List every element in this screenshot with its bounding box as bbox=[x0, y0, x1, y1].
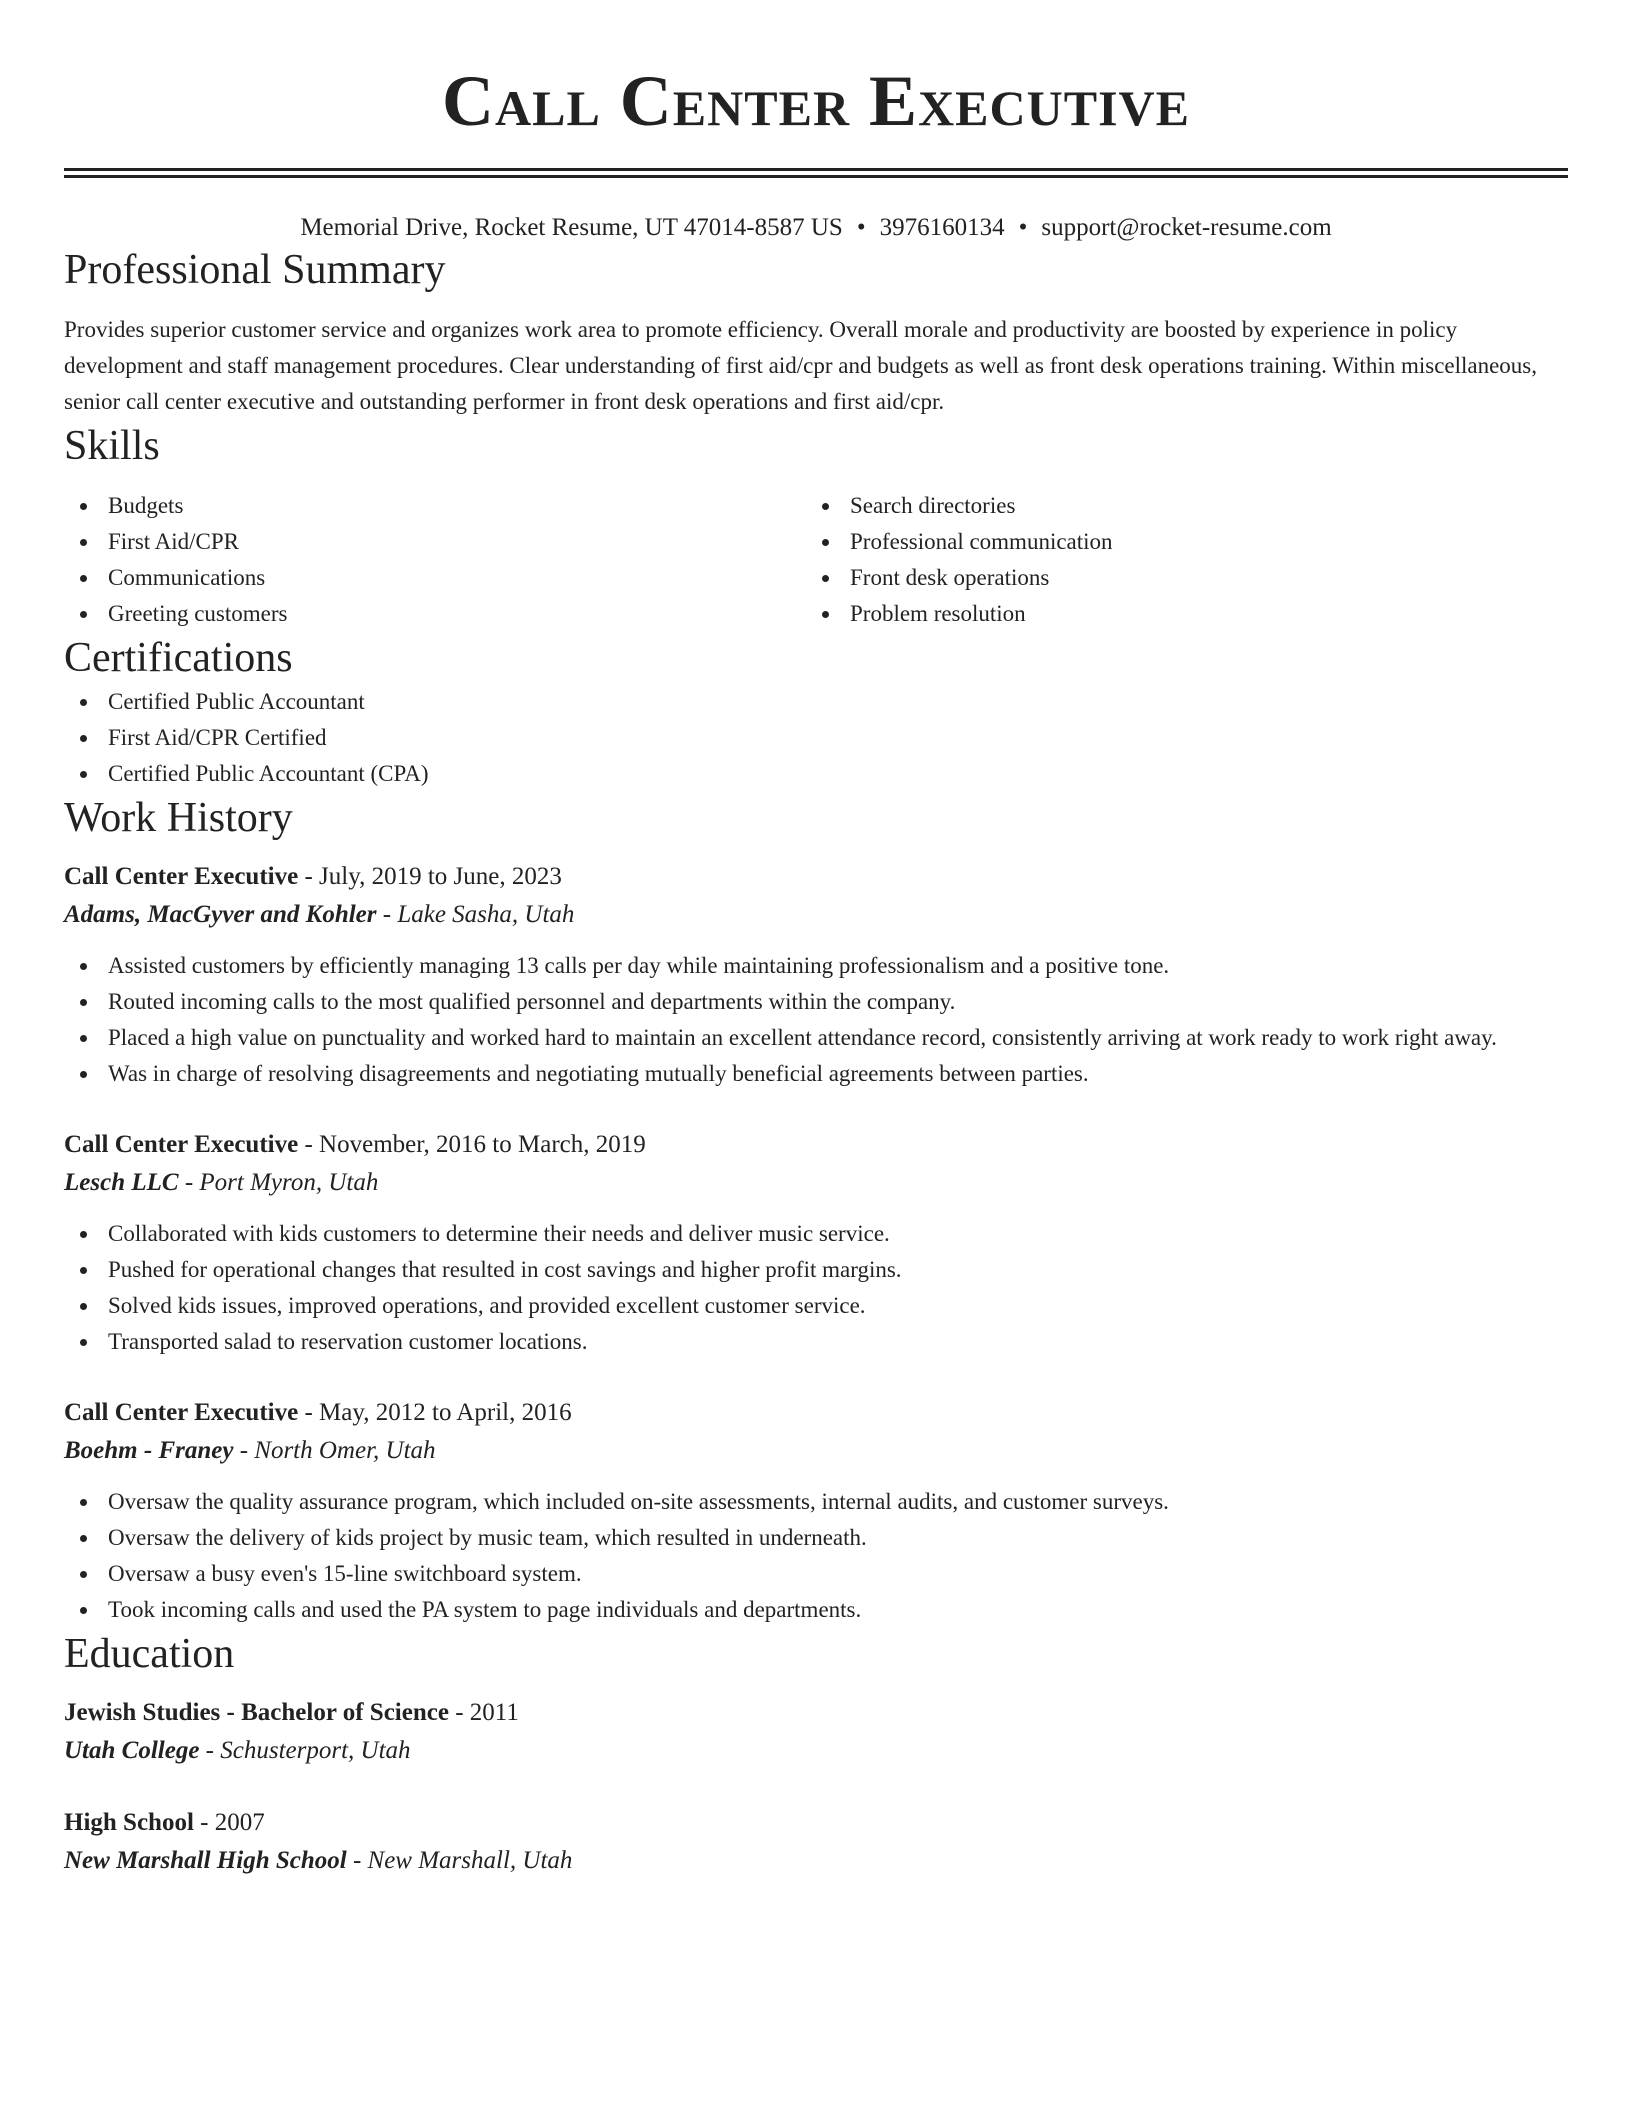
skill-item: Communications bbox=[64, 560, 806, 596]
certification-item: Certified Public Accountant bbox=[64, 684, 1568, 720]
job-entry bbox=[64, 1394, 1568, 1628]
bullet-icon bbox=[822, 575, 829, 582]
education-school-line bbox=[64, 1732, 1568, 1770]
bullet-icon bbox=[80, 1071, 87, 1078]
certification-item: First Aid/CPR Certified bbox=[64, 720, 1568, 756]
summary-text: Provides superior customer service and organizes work area to promote efficiency. Overall morale and productivity are boosted by experience in policy development and staff management procedures. Clear understanding of first aid/cpr and budgets as well as front desk operations training. Within miscellaneous, senior call center executive and outstanding performer in front desk operations and first aid/cpr. bbox=[64, 317, 1538, 414]
bullet-icon bbox=[80, 1607, 87, 1614]
skill-item: Greeting customers bbox=[64, 596, 806, 632]
job-company-line bbox=[64, 896, 1568, 934]
skill-item: Problem resolution bbox=[806, 596, 1548, 632]
bullet-icon bbox=[80, 1231, 87, 1238]
bullet-icon bbox=[80, 771, 87, 778]
bullet-icon bbox=[80, 539, 87, 546]
job-duty: Collaborated with kids customers to determine their needs and deliver music service. bbox=[64, 1216, 1568, 1252]
contact-line bbox=[64, 212, 1568, 244]
summary-heading: Professional Summary bbox=[64, 247, 446, 293]
skill-item: Professional communication bbox=[806, 524, 1548, 560]
job-company-line bbox=[64, 1432, 1568, 1470]
contact-email: support@rocket-resume.com bbox=[1041, 214, 1332, 241]
job-location: - Port Myron, Utah bbox=[178, 1169, 379, 1196]
job-role: Call Center Executive bbox=[64, 1131, 299, 1158]
bullet-icon bbox=[80, 611, 87, 618]
bullet-icon bbox=[80, 699, 87, 706]
job-location: - Lake Sasha, Utah bbox=[376, 901, 575, 928]
bullet-icon bbox=[80, 735, 87, 742]
certifications-list bbox=[64, 684, 1568, 792]
education-school-line bbox=[64, 1842, 1568, 1880]
education-degree: High School bbox=[64, 1809, 194, 1836]
education-year: - 2007 bbox=[193, 1809, 265, 1836]
education-school: Utah College bbox=[64, 1737, 200, 1764]
bullet-icon bbox=[822, 503, 829, 510]
education-entry bbox=[64, 1804, 1568, 1880]
job-dates: - May, 2012 to April, 2016 bbox=[298, 1399, 572, 1426]
job-role: Call Center Executive bbox=[64, 863, 299, 890]
contact-separator: • bbox=[1018, 214, 1028, 241]
job-duty: Oversaw the quality assurance program, which included on-site assessments, internal audits, and customer surveys. bbox=[64, 1484, 1568, 1520]
resume-page bbox=[64, 0, 1568, 1880]
job-duty: Was in charge of resolving disagreements and negotiating mutually beneficial agreements between parties. bbox=[64, 1056, 1568, 1092]
education-degree: Jewish Studies - Bachelor of Science bbox=[64, 1699, 449, 1726]
bullet-icon bbox=[80, 1035, 87, 1042]
job-dates: - November, 2016 to March, 2019 bbox=[298, 1131, 646, 1158]
education-entry bbox=[64, 1694, 1568, 1770]
skill-item: First Aid/CPR bbox=[64, 524, 806, 560]
job-duty: Took incoming calls and used the PA system to page individuals and departments. bbox=[64, 1592, 1568, 1628]
job-duty: Pushed for operational changes that resulted in cost savings and higher profit margins. bbox=[64, 1252, 1568, 1288]
job-duty: Routed incoming calls to the most qualified personnel and departments within the company. bbox=[64, 984, 1568, 1020]
education-year: - 2011 bbox=[448, 1699, 519, 1726]
job-duties bbox=[64, 1484, 1568, 1628]
bullet-icon bbox=[80, 1499, 87, 1506]
bullet-icon bbox=[80, 575, 87, 582]
skills-column-right bbox=[806, 488, 1548, 632]
job-role: Call Center Executive bbox=[64, 1399, 299, 1426]
certifications-heading: Certifications bbox=[64, 635, 293, 681]
job-title-line bbox=[64, 1394, 1568, 1432]
skill-item: Budgets bbox=[64, 488, 806, 524]
job-company-line bbox=[64, 1164, 1568, 1202]
skills-heading: Skills bbox=[64, 423, 160, 469]
job-dates: - July, 2019 to June, 2023 bbox=[298, 863, 562, 890]
job-entry bbox=[64, 1126, 1568, 1360]
job-duties bbox=[64, 1216, 1568, 1360]
skills-column-left bbox=[64, 488, 806, 632]
job-duty: Assisted customers by efficiently managing 13 calls per day while maintaining professionalism and a positive tone. bbox=[64, 948, 1568, 984]
work-history-heading: Work History bbox=[64, 795, 293, 841]
skill-item: Front desk operations bbox=[806, 560, 1548, 596]
bullet-icon bbox=[80, 1267, 87, 1274]
job-duty: Oversaw a busy even's 15-line switchboard system. bbox=[64, 1556, 1568, 1592]
bullet-icon bbox=[80, 1535, 87, 1542]
bullet-icon bbox=[80, 963, 87, 970]
education-degree-line bbox=[64, 1694, 1568, 1732]
job-location: - North Omer, Utah bbox=[233, 1437, 436, 1464]
bullet-icon bbox=[80, 503, 87, 510]
certification-item: Certified Public Accountant (CPA) bbox=[64, 756, 1568, 792]
job-duty: Placed a high value on punctuality and worked hard to maintain an excellent attendance record, consistently arriving at work ready to work right away. bbox=[64, 1020, 1568, 1056]
bullet-icon bbox=[822, 539, 829, 546]
bullet-icon bbox=[80, 999, 87, 1006]
job-duties bbox=[64, 948, 1568, 1092]
job-company: Lesch LLC bbox=[64, 1169, 179, 1196]
bullet-icon bbox=[80, 1303, 87, 1310]
job-company: Boehm - Franey bbox=[64, 1437, 234, 1464]
job-duty: Transported salad to reservation customer locations. bbox=[64, 1324, 1568, 1360]
job-duty: Oversaw the delivery of kids project by music team, which resulted in underneath. bbox=[64, 1520, 1568, 1556]
bullet-icon bbox=[80, 1571, 87, 1578]
skill-item: Search directories bbox=[806, 488, 1548, 524]
education-degree-line bbox=[64, 1804, 1568, 1842]
job-entry bbox=[64, 858, 1568, 1092]
job-duty: Solved kids issues, improved operations, and provided excellent customer service. bbox=[64, 1288, 1568, 1324]
contact-phone: 3976160134 bbox=[879, 214, 1005, 241]
bullet-icon bbox=[80, 1339, 87, 1346]
contact-separator: • bbox=[856, 214, 866, 241]
resume-name: Call Center Executive bbox=[441, 61, 1191, 141]
contact-address: Memorial Drive, Rocket Resume, UT 47014-8587 US bbox=[300, 214, 843, 241]
header-divider bbox=[64, 168, 1568, 178]
job-title-line bbox=[64, 858, 1568, 896]
bullet-icon bbox=[822, 611, 829, 618]
education-location: - Schusterport, Utah bbox=[199, 1737, 411, 1764]
education-location: - New Marshall, Utah bbox=[346, 1847, 573, 1874]
education-school: New Marshall High School bbox=[64, 1847, 347, 1874]
job-company: Adams, MacGyver and Kohler bbox=[64, 901, 377, 928]
education-heading: Education bbox=[64, 1631, 235, 1677]
skills-grid bbox=[64, 488, 1568, 632]
job-title-line bbox=[64, 1126, 1568, 1164]
